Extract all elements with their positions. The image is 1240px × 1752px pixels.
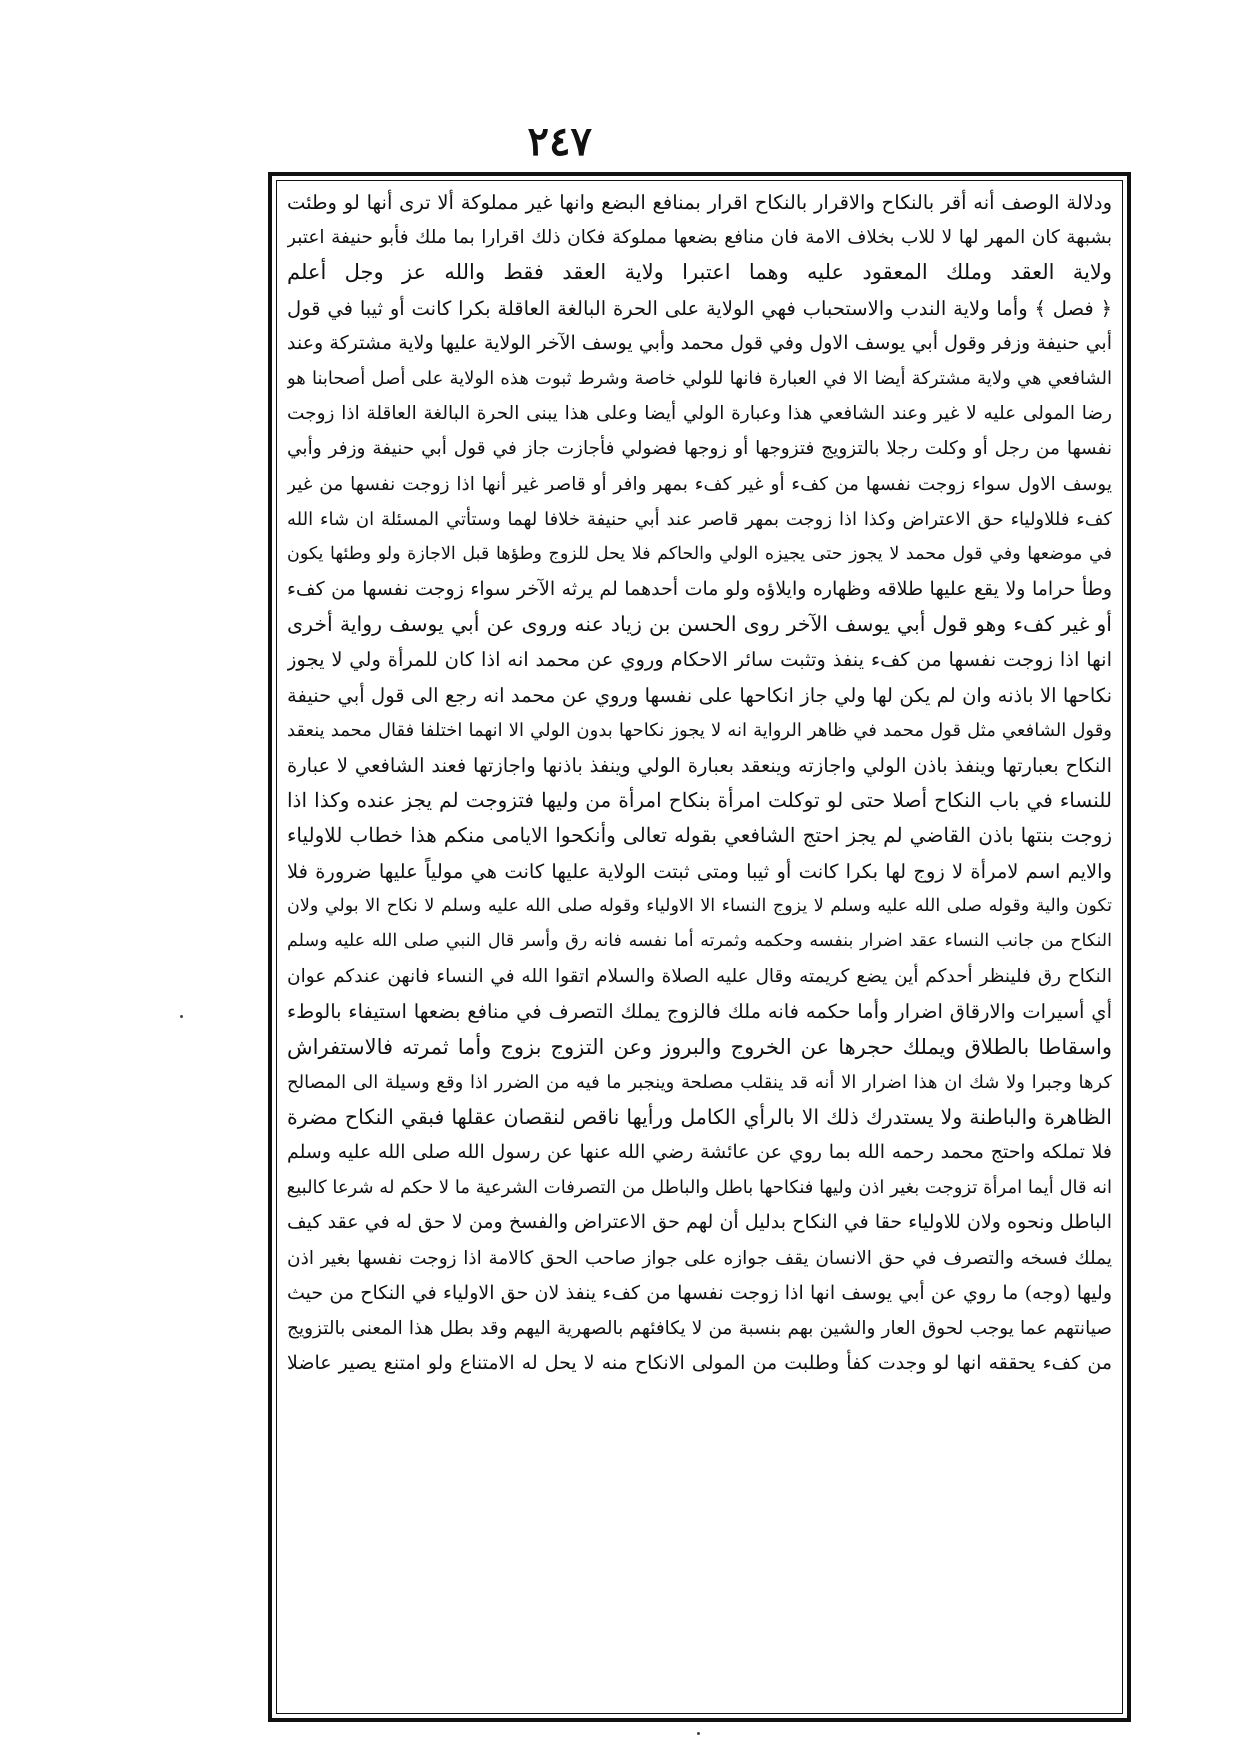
text-line: صيانتهم عما يوجب لحوق العار والشين بهم بنسبة من لا يكافئهم بالصهرية اليهم وقد بطل هذا المعنى بالتزويج <box>287 1318 1112 1339</box>
text-line: الظاهرة والباطنة ولا يستدرك ذلك الا بالرأي الكامل ورأيها ناقص لنقصان عقلها فبقي النكاح مضرة <box>287 1104 1112 1129</box>
text-line: واسقاطا بالطلاق ويملك حجرها عن الخروج والبروز وعن التزوج بزوج وأما ثمرته فالاستفراش <box>287 1034 1112 1059</box>
text-line: فلا تملكه واحتج محمد رحمه الله بما روي عن عائشة رضي الله عنها عن رسول الله صلى الله عليه وسلم <box>287 1141 1112 1164</box>
text-line: والايم اسم لامرأة لا زوج لها بكرا كانت أو ثيبا ومتى ثبتت الولاية عليها كانت هي مولياً عليها ضرورة فلا <box>287 859 1112 883</box>
text-line: بشبهة كان المهر لها لا للاب بخلاف الامة فان منافع بضعها مملوكة فكان ذلك اقرارا بما ملك فأبو حنيفة اعتبر <box>287 227 1112 249</box>
scan-speck <box>697 1732 700 1735</box>
text-body <box>287 185 1112 1381</box>
text-line: يوسف الاول سواء زوجت نفسها من كفء أو غير كفء بمهر وافر أو قاصر غير أنها اذا زوجت نفسها من غير <box>287 473 1112 495</box>
text-line: يملك فسخه والتصرف في حق الانسان يقف جوازه على جواز صاحب الحق كالامة اذا زوجت نفسها بغير اذن <box>287 1247 1112 1269</box>
text-line: الشافعي هي ولاية مشتركة أيضا الا في العبارة فانها للولي خاصة وشرط ثبوت هذه الولاية على أصل أصحابنا هو <box>287 367 1112 389</box>
text-line: رضا المولى عليه لا غير وعند الشافعي هذا وعبارة الولي أيضا وعلى هذا يبنى الحرة البالغة العاقلة اذا زوجت <box>287 403 1112 425</box>
text-line: انها اذا زوجت نفسها من كفء ينفذ وتثبت سائر الاحكام وروي عن محمد انه اذا كان للمرأة ولي لا يجوز <box>287 648 1112 672</box>
text-line: ودلالة الوصف أنه أقر بالنكاح والاقرار بالنكاح اقرار بمنافع البضع وانها غير مملوكة ألا ترى أنها لو وطئت <box>287 191 1112 214</box>
text-line: وليها (وجه) ما روي عن أبي يوسف انها اذا زوجت نفسها من كفء ينفذ لان حق الاولياء في النكاح من حيث <box>287 1281 1112 1304</box>
page-number: ٢٤٧ <box>527 118 592 165</box>
text-line: نكاحها الا باذنه وان لم يكن لها ولي جاز انكاحها على نفسها وروي عن محمد انه رجع الى قول أبي حنيفة <box>287 683 1112 707</box>
text-frame <box>276 180 1123 1714</box>
text-line: أو غير كفء وهو قول أبي يوسف الآخر روى الحسن بن زياد عنه وروى عن أبي يوسف رواية أخرى <box>287 612 1112 637</box>
section-heading-line: ﴿ فصل ﴾ وأما ولاية الندب والاستحباب فهي الولاية على الحرة البالغة العاقلة بكرا كانت أو ثيبا في قول <box>287 296 1112 320</box>
text-line: من كفء يحققه انها لو وجدت كفأ وطلبت من المولى الانكاح منه لا يحل له الامتناع ولو امتنع يصير عاضلا <box>287 1352 1112 1375</box>
scan-speck <box>180 1015 183 1018</box>
text-line: النكاح رق فلينظر أحدكم أين يضع كريمته وقال عليه الصلاة والسلام اتقوا الله في النساء فانهن عندكم عوان <box>287 966 1112 988</box>
text-line: النكاح بعبارتها وينفذ باذن الولي واجازته وينعقد بعبارة الولي وينفذ باذنها واجازتها فعند الشافعي لا عبارة <box>287 754 1112 777</box>
text-line: زوجت بنتها باذن القاضي لم يجز احتج الشافعي بقوله تعالى وأنكحوا الايامى منكم هذا خطاب للاولياء <box>287 823 1112 848</box>
text-line: أي أسيرات والارقاق اضرار وأما حكمه فانه ملك فالزوج يملك التصرف في منافع بضعها استيفاء بالوطء <box>287 1000 1112 1024</box>
text-line: نفسها من رجل أو وكلت رجلا بالتزويج فتزوجها أو زوجها فضولي فأجازت جاز في قول أبي حنيفة وزفر وأبي <box>287 438 1112 460</box>
text-line: للنساء في باب النكاح أصلا حتى لو توكلت امرأة بنكاح امرأة من وليها فتزوجت لم يجز عنده وكذا اذا <box>287 788 1112 813</box>
text-line: الباطل ونحوه ولان للاولياء حقا في النكاح بدليل أن لهم حق الاعتراض والفسخ ومن لا حق له في عقد كيف <box>287 1211 1112 1234</box>
text-line: تكون والية وقوله صلى الله عليه وسلم لا يزوج النساء الا الاولياء وقوله صلى الله عليه وسلم لا نكاح الا بولي ولان <box>287 895 1112 916</box>
text-line: كفء فللاولياء حق الاعتراض وكذا اذا زوجت بمهر قاصر عند أبي حنيفة خلافا لهما وستأتي المسئلة ان شاء الله <box>287 508 1112 530</box>
text-line: وطأ حراما ولا يقع عليها طلاقه وظهاره وايلاؤه ولو مات أحدهما لم يرثه الآخر سواء زوجت نفسها من كفء <box>287 578 1112 601</box>
text-line: أبي حنيفة وزفر وقول أبي يوسف الاول وفي قول محمد وأبي يوسف الآخر الولاية عليها ولاية مشتركة وعند <box>287 331 1112 354</box>
text-line: انه قال أيما امرأة تزوجت بغير اذن وليها فنكاحها باطل والباطل من التصرفات الشرعية ما لا حكم له شرعا كالبيع <box>287 1177 1112 1199</box>
text-line: ولاية العقد وملك المعقود عليه وهما اعتبرا ولاية العقد فقط والله عز وجل أعلم <box>287 260 1112 285</box>
text-line: وقول الشافعي مثل قول محمد في ظاهر الرواية انه لا يجوز نكاحها بدون الولي الا انهما اختلفا فقال محمد ينعقد <box>287 719 1112 741</box>
text-line: كرها وجبرا ولا شك ان هذا اضرار الا أنه قد ينقلب مصلحة وينجبر ما فيه من الضرر اذا وقع وسيلة الى المصالح <box>287 1071 1112 1093</box>
text-line: في موضعها وفي قول محمد لا يجوز حتى يجيزه الولي والحاكم فلا يحل للزوج وطؤها قبل الاجازة ولو وطئها يكون <box>287 543 1112 564</box>
text-line: النكاح من جانب النساء عقد اضرار بنفسه وحكمه وثمرته أما نفسه فانه رق وأسر قال النبي صلى الله عليه وسلم <box>287 930 1112 951</box>
